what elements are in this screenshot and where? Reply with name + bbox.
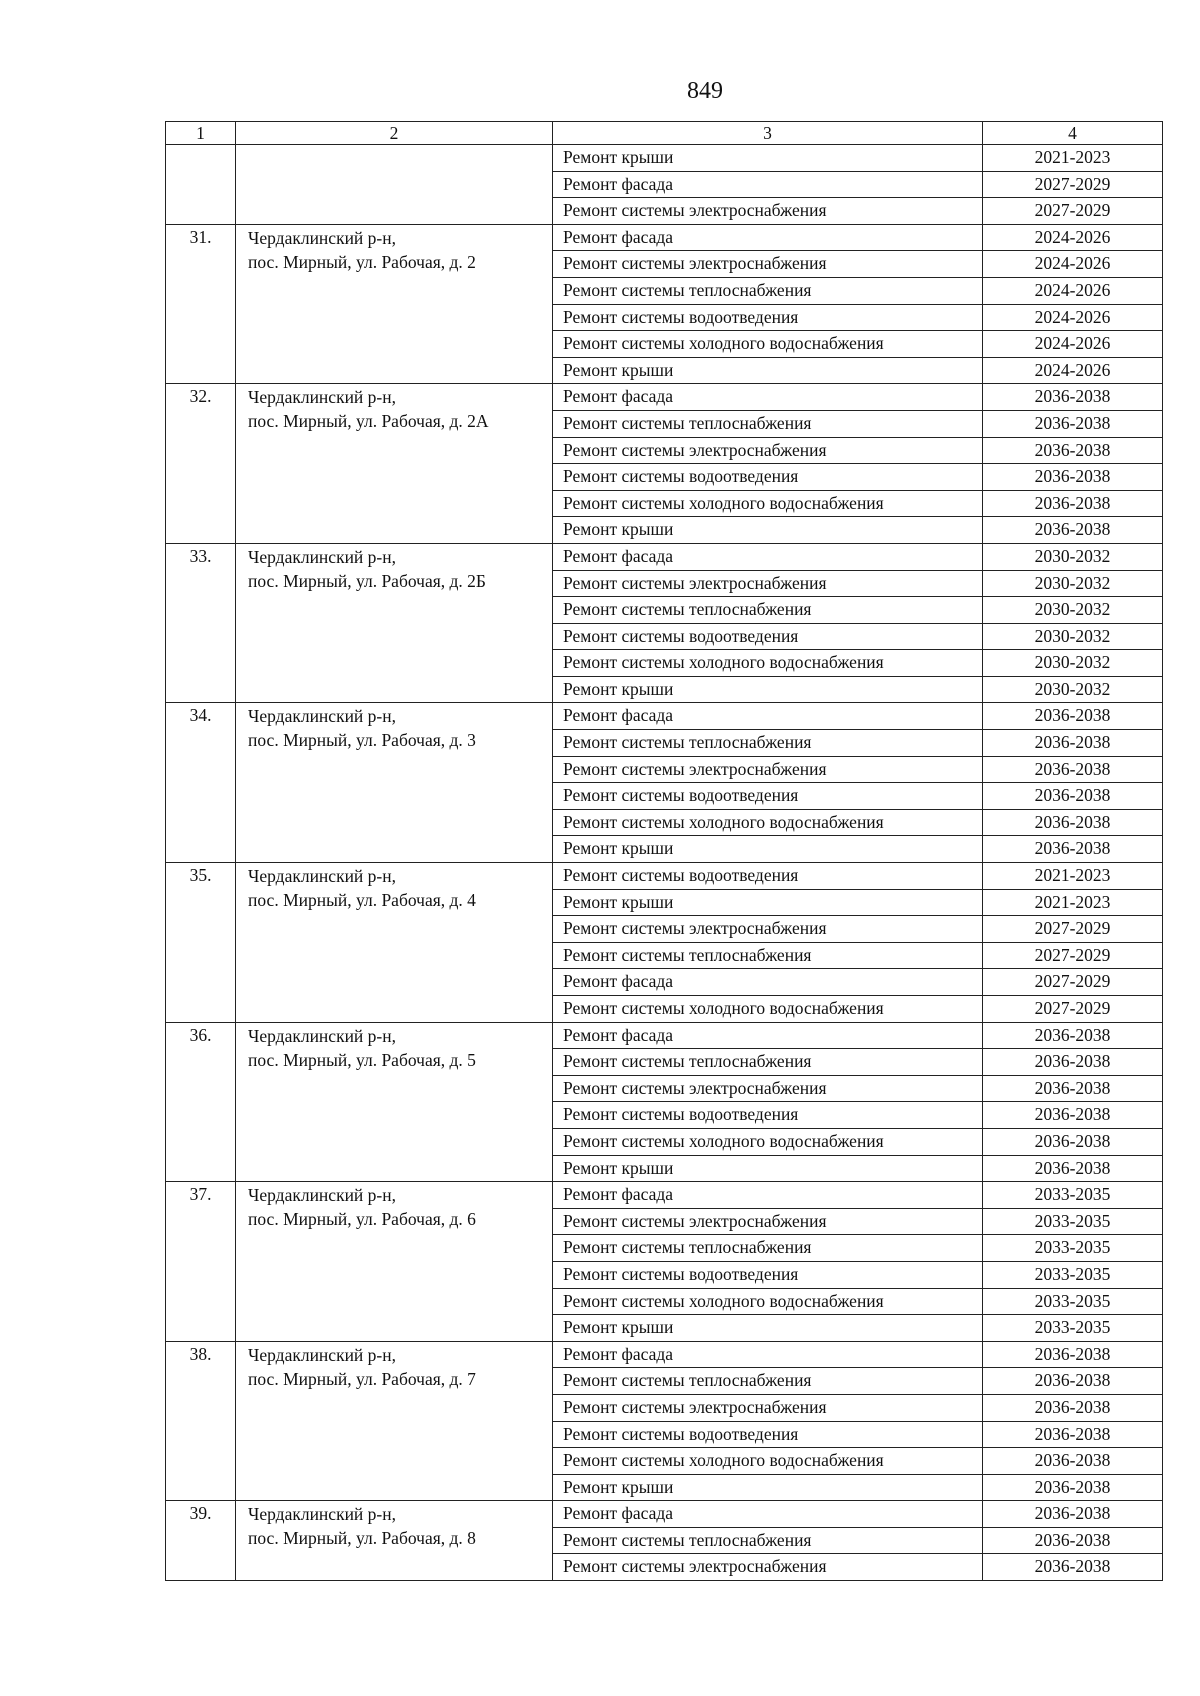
- work-type-cell: Ремонт крыши: [553, 357, 983, 384]
- work-type-cell: Ремонт системы холодного водоснабжения: [553, 809, 983, 836]
- work-type-cell: Ремонт системы электроснабжения: [553, 437, 983, 464]
- work-type-cell: Ремонт системы теплоснабжения: [553, 1368, 983, 1395]
- object-address-cell: [236, 384, 553, 544]
- work-period-cell: 2027-2029: [983, 942, 1163, 969]
- work-type-cell: Ремонт системы холодного водоснабжения: [553, 1448, 983, 1475]
- work-period-cell: 2024-2026: [983, 304, 1163, 331]
- work-type-cell: Ремонт системы водоотведения: [553, 464, 983, 491]
- work-type-cell: Ремонт системы холодного водоснабжения: [553, 996, 983, 1023]
- column-number-row: [166, 122, 1163, 145]
- address-line-2: пос. Мирный, ул. Рабочая, д. 4: [248, 890, 476, 911]
- object-number-cell: 38.: [166, 1341, 236, 1501]
- object-number-cell: 31.: [166, 224, 236, 384]
- work-period-cell: 2027-2029: [983, 916, 1163, 943]
- work-type-cell: Ремонт крыши: [553, 1474, 983, 1501]
- address-line-2: пос. Мирный, ул. Рабочая, д. 5: [248, 1049, 476, 1070]
- address-line-1: Чердаклинский р-н,: [248, 1344, 396, 1365]
- work-row: [166, 1501, 1163, 1528]
- work-type-cell: Ремонт системы водоотведения: [553, 623, 983, 650]
- work-type-cell: Ремонт системы электроснабжения: [553, 1208, 983, 1235]
- object-number-cell: 33.: [166, 543, 236, 703]
- work-period-cell: 2036-2038: [983, 384, 1163, 411]
- work-period-cell: 2036-2038: [983, 1049, 1163, 1076]
- work-type-cell: Ремонт фасада: [553, 543, 983, 570]
- work-type-cell: Ремонт фасада: [553, 384, 983, 411]
- work-period-cell: 2036-2038: [983, 490, 1163, 517]
- work-type-cell: Ремонт крыши: [553, 1155, 983, 1182]
- address-line-1: Чердаклинский р-н,: [248, 1025, 396, 1046]
- work-type-cell: Ремонт системы электроснабжения: [553, 251, 983, 278]
- object-address-cell: [236, 145, 553, 225]
- address-line-2: пос. Мирный, ул. Рабочая, д. 2Б: [248, 570, 486, 591]
- address-line-1: Чердаклинский р-н,: [248, 1185, 396, 1206]
- work-row: [166, 1182, 1163, 1209]
- work-type-cell: Ремонт крыши: [553, 836, 983, 863]
- work-period-cell: 2036-2038: [983, 464, 1163, 491]
- work-period-cell: 2036-2038: [983, 1527, 1163, 1554]
- work-row: [166, 1022, 1163, 1049]
- work-period-cell: 2036-2038: [983, 703, 1163, 730]
- work-type-cell: Ремонт системы электроснабжения: [553, 570, 983, 597]
- object-address-cell: [236, 224, 553, 384]
- work-type-cell: Ремонт системы электроснабжения: [553, 1394, 983, 1421]
- column-number-3: 3: [553, 122, 983, 145]
- work-period-cell: 2033-2035: [983, 1182, 1163, 1209]
- work-period-cell: 2024-2026: [983, 331, 1163, 358]
- address-line-1: Чердаклинский р-н,: [248, 1504, 396, 1525]
- work-type-cell: Ремонт крыши: [553, 676, 983, 703]
- work-period-cell: 2030-2032: [983, 570, 1163, 597]
- work-period-cell: 2036-2038: [983, 1102, 1163, 1129]
- work-period-cell: 2024-2026: [983, 277, 1163, 304]
- work-type-cell: Ремонт системы водоотведения: [553, 1261, 983, 1288]
- work-period-cell: 2036-2038: [983, 809, 1163, 836]
- work-period-cell: 2036-2038: [983, 1128, 1163, 1155]
- work-type-cell: Ремонт системы теплоснабжения: [553, 730, 983, 757]
- address-line-2: пос. Мирный, ул. Рабочая, д. 2А: [248, 411, 489, 432]
- object-address-cell: [236, 863, 553, 1023]
- work-period-cell: 2021-2023: [983, 145, 1163, 172]
- work-type-cell: Ремонт фасада: [553, 224, 983, 251]
- object-number-cell: 32.: [166, 384, 236, 544]
- work-type-cell: Ремонт системы водоотведения: [553, 1102, 983, 1129]
- work-row: [166, 224, 1163, 251]
- work-type-cell: Ремонт системы водоотведения: [553, 783, 983, 810]
- page-number: 849: [687, 78, 723, 104]
- work-period-cell: 2024-2026: [983, 251, 1163, 278]
- work-type-cell: Ремонт системы электроснабжения: [553, 1075, 983, 1102]
- work-period-cell: 2033-2035: [983, 1208, 1163, 1235]
- work-type-cell: Ремонт фасада: [553, 1501, 983, 1528]
- work-period-cell: 2036-2038: [983, 1448, 1163, 1475]
- work-type-cell: Ремонт системы теплоснабжения: [553, 1235, 983, 1262]
- work-period-cell: 2030-2032: [983, 543, 1163, 570]
- address-line-1: Чердаклинский р-н,: [248, 387, 396, 408]
- object-address-cell: [236, 543, 553, 703]
- work-period-cell: 2021-2023: [983, 863, 1163, 890]
- table-body: [166, 122, 1163, 1581]
- work-period-cell: 2024-2026: [983, 224, 1163, 251]
- work-row: [166, 384, 1163, 411]
- work-period-cell: 2033-2035: [983, 1315, 1163, 1342]
- address-line-2: пос. Мирный, ул. Рабочая, д. 6: [248, 1209, 476, 1230]
- work-type-cell: Ремонт системы теплоснабжения: [553, 1049, 983, 1076]
- work-period-cell: 2033-2035: [983, 1235, 1163, 1262]
- column-number-1: 1: [166, 122, 236, 145]
- work-period-cell: 2036-2038: [983, 1341, 1163, 1368]
- address-line-1: Чердаклинский р-н,: [248, 866, 396, 887]
- work-period-cell: 2027-2029: [983, 171, 1163, 198]
- object-address-cell: [236, 1182, 553, 1342]
- work-period-cell: 2036-2038: [983, 1554, 1163, 1581]
- work-type-cell: Ремонт системы теплоснабжения: [553, 942, 983, 969]
- work-type-cell: Ремонт крыши: [553, 889, 983, 916]
- work-type-cell: Ремонт системы холодного водоснабжения: [553, 650, 983, 677]
- work-type-cell: Ремонт фасада: [553, 171, 983, 198]
- work-row: [166, 863, 1163, 890]
- work-type-cell: Ремонт системы холодного водоснабжения: [553, 1288, 983, 1315]
- work-type-cell: Ремонт системы теплоснабжения: [553, 1527, 983, 1554]
- work-period-cell: 2027-2029: [983, 969, 1163, 996]
- work-period-cell: 2027-2029: [983, 996, 1163, 1023]
- work-type-cell: Ремонт крыши: [553, 1315, 983, 1342]
- work-period-cell: 2036-2038: [983, 783, 1163, 810]
- work-period-cell: 2036-2038: [983, 1474, 1163, 1501]
- work-row: [166, 703, 1163, 730]
- work-type-cell: Ремонт системы электроснабжения: [553, 198, 983, 225]
- work-period-cell: 2021-2023: [983, 889, 1163, 916]
- work-period-cell: 2030-2032: [983, 676, 1163, 703]
- work-type-cell: Ремонт системы холодного водоснабжения: [553, 1128, 983, 1155]
- work-type-cell: Ремонт системы холодного водоснабжения: [553, 331, 983, 358]
- work-type-cell: Ремонт фасада: [553, 1182, 983, 1209]
- work-type-cell: Ремонт фасада: [553, 1341, 983, 1368]
- work-row: [166, 145, 1163, 172]
- column-number-4: 4: [983, 122, 1163, 145]
- work-period-cell: 2030-2032: [983, 623, 1163, 650]
- work-period-cell: 2036-2038: [983, 1501, 1163, 1528]
- address-line-2: пос. Мирный, ул. Рабочая, д. 7: [248, 1368, 476, 1389]
- work-period-cell: 2036-2038: [983, 1022, 1163, 1049]
- work-period-cell: 2036-2038: [983, 1155, 1163, 1182]
- work-period-cell: 2024-2026: [983, 357, 1163, 384]
- work-type-cell: Ремонт крыши: [553, 517, 983, 544]
- work-type-cell: Ремонт системы электроснабжения: [553, 1554, 983, 1581]
- work-period-cell: 2036-2038: [983, 1421, 1163, 1448]
- work-type-cell: Ремонт системы водоотведения: [553, 304, 983, 331]
- work-type-cell: Ремонт системы водоотведения: [553, 1421, 983, 1448]
- work-type-cell: Ремонт фасада: [553, 969, 983, 996]
- work-type-cell: Ремонт системы теплоснабжения: [553, 597, 983, 624]
- work-period-cell: 2036-2038: [983, 756, 1163, 783]
- work-period-cell: 2027-2029: [983, 198, 1163, 225]
- object-address-cell: [236, 1341, 553, 1501]
- work-period-cell: 2036-2038: [983, 1368, 1163, 1395]
- work-type-cell: Ремонт фасада: [553, 1022, 983, 1049]
- object-number-cell: 39.: [166, 1501, 236, 1581]
- work-type-cell: Ремонт крыши: [553, 145, 983, 172]
- address-line-2: пос. Мирный, ул. Рабочая, д. 2: [248, 251, 476, 272]
- work-type-cell: Ремонт системы электроснабжения: [553, 916, 983, 943]
- address-line-2: пос. Мирный, ул. Рабочая, д. 8: [248, 1528, 476, 1549]
- address-line-1: Чердаклинский р-н,: [248, 706, 396, 727]
- work-period-cell: 2036-2038: [983, 410, 1163, 437]
- work-type-cell: Ремонт системы электроснабжения: [553, 756, 983, 783]
- address-line-1: Чердаклинский р-н,: [248, 227, 396, 248]
- object-address-cell: [236, 1022, 553, 1182]
- object-number-cell: 35.: [166, 863, 236, 1023]
- object-number-cell: [166, 145, 236, 225]
- work-period-cell: 2036-2038: [983, 836, 1163, 863]
- work-type-cell: Ремонт системы водоотведения: [553, 863, 983, 890]
- address-line-1: Чердаклинский р-н,: [248, 546, 396, 567]
- work-period-cell: 2036-2038: [983, 437, 1163, 464]
- address-line-2: пос. Мирный, ул. Рабочая, д. 3: [248, 730, 476, 751]
- work-row: [166, 1341, 1163, 1368]
- work-period-cell: 2036-2038: [983, 1394, 1163, 1421]
- work-period-cell: 2030-2032: [983, 597, 1163, 624]
- work-period-cell: 2036-2038: [983, 730, 1163, 757]
- work-period-cell: 2033-2035: [983, 1261, 1163, 1288]
- work-type-cell: Ремонт фасада: [553, 703, 983, 730]
- work-period-cell: 2033-2035: [983, 1288, 1163, 1315]
- repair-schedule-table: [165, 121, 1163, 1581]
- work-period-cell: 2036-2038: [983, 517, 1163, 544]
- object-address-cell: [236, 703, 553, 863]
- object-number-cell: 36.: [166, 1022, 236, 1182]
- column-number-2: 2: [236, 122, 553, 145]
- work-period-cell: 2030-2032: [983, 650, 1163, 677]
- work-type-cell: Ремонт системы теплоснабжения: [553, 410, 983, 437]
- work-type-cell: Ремонт системы холодного водоснабжения: [553, 490, 983, 517]
- object-number-cell: 34.: [166, 703, 236, 863]
- object-number-cell: 37.: [166, 1182, 236, 1342]
- work-row: [166, 543, 1163, 570]
- work-period-cell: 2036-2038: [983, 1075, 1163, 1102]
- object-address-cell: [236, 1501, 553, 1581]
- work-type-cell: Ремонт системы теплоснабжения: [553, 277, 983, 304]
